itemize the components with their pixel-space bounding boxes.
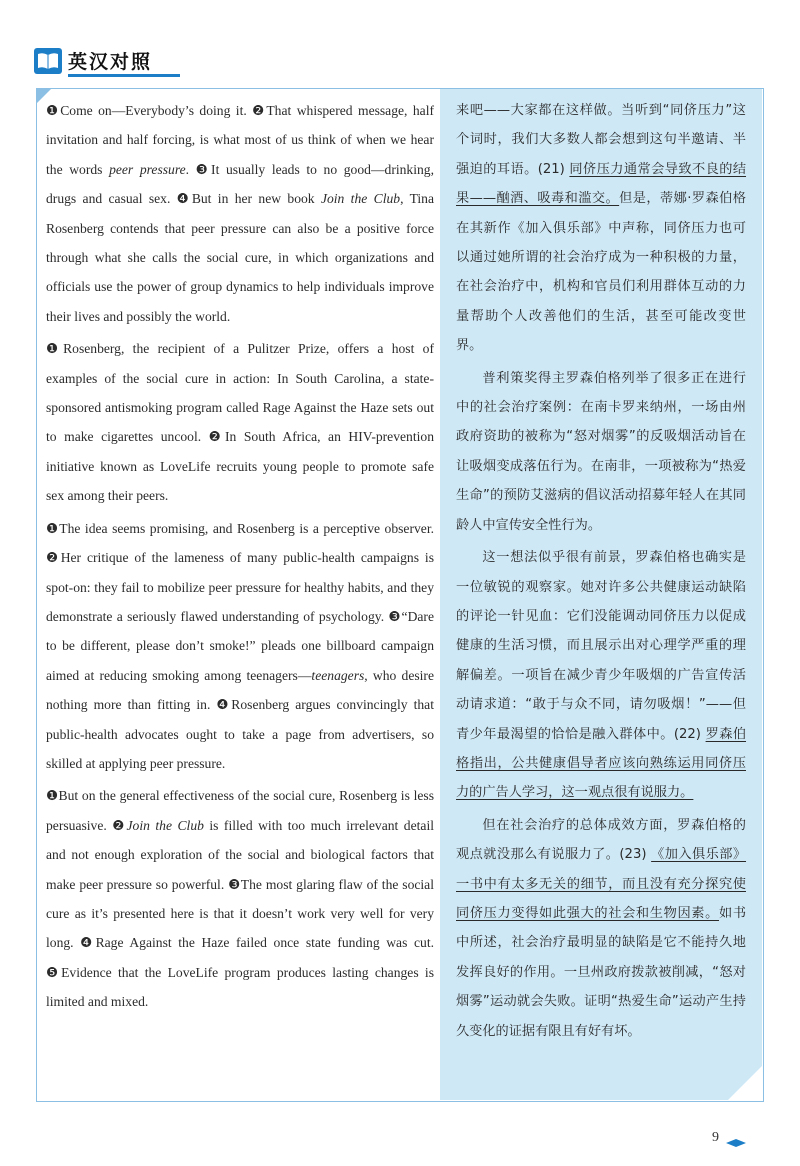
chinese-text-run: 如书中所述，社会治疗最明显的缺陷是它不能持久地发挥良好的作用。一旦州政府拨款被削减，“怒对烟雾”运动就会失败。证明“热爱生命”运动产生持久变化的证据有限且有好有坏。 [456, 905, 747, 1039]
english-paragraph-4: ❶But on the general effectiveness of the social cure, Rosenberg is less persuasive. ❷Join the Club is filled with too much irrelevant detail and not enough exploration of the social and biological factors that make peer pressure so powerful. ❸The most glaring flaw of the social cure as it’s presented here is that it doesn’t work very well for very long. ❹Rage Against the Haze failed once state funding was cut. ❺Evidence that the LoveLife program produces lasting changes is limited and mixed. [46, 788, 435, 1010]
page-number: 9 [712, 1130, 719, 1145]
english-paragraph-1: ❶Come on—Everybody’s doing it. ❷That whispered message, half invitation and half forcing, is what most of us think of when we hear the words peer pressure. ❸It usually leads to no good—drinking, drugs and casual sex. ❹But in her new book Join the Club, Tina Rosenberg contends that peer pressure can also be a positive force through what she calls the social cure, in which organizations and officials use the power of group dynamics to help individuals improve their lives and possibly the world. [46, 103, 435, 324]
section-header [30, 44, 800, 78]
chinese-text-run: 但是，蒂娜·罗森伯格在其新作《加入俱乐部》中声称，同侪压力也可以通过她所谓的社会治疗成为一种积极的力量，在社会治疗中，机构和官员们利用群体互动的力量帮助个人改善他们的生活，甚至可能改变世界。 [456, 191, 746, 354]
underlined-answer-23: 《加入俱乐部》一书中有太多无关的细节，而且没有充分探究使同侪压力变得如此强大的社会和生物因素。 [456, 847, 747, 921]
chinese-text [456, 96, 746, 1049]
chinese-text-run: 但在社会治疗的总体成效方面，罗森伯格的观点就没那么有说服力了。(23) [456, 817, 746, 863]
chinese-paragraph-2: 普利策奖得主罗森伯格列举了很多正在进行中的社会治疗案例：在南卡罗来纳州，一场由州政府资助的被称为“怒对烟雾”的反吸烟活动旨在让吸烟变成落伍行为。在南非，一项被称为“热爱生命”的预防艾滋病的倡议活动招募年轻人在其同龄人中宣传安全性行为。 [456, 370, 746, 533]
english-paragraph-2: ❶Rosenberg, the recipient of a Pulitzer Prize, offers a host of examples of the social cure in action: In South Carolina, a state-sponsored antismoking program called Rage Against the Haze sets out to make cigarettes uncool. ❷In South Africa, an HIV-prevention initiative known as LoveLife recruits young people to promote safe sex among their peers. [46, 341, 434, 504]
underlined-answer-22: 罗森伯格指出，公共健康倡导者应该向熟练运用同侪压力的广告人学习，这一观点很有说服力。 [456, 726, 747, 801]
open-book-icon [34, 48, 62, 74]
chinese-paragraph-1 [456, 96, 746, 361]
underlined-answer-21: 同侪压力通常会导致不良的结果——酗酒、吸毒和滥交。 [456, 161, 747, 207]
mortarboard-icon [726, 1134, 746, 1142]
english-text [46, 96, 434, 1020]
chinese-text-run: 这一想法似乎很有前景，罗森伯格也确实是一位敏锐的观察家。她对许多公共健康运动缺陷的评论一针见血：它们没能调动同侪压力以促成健康的生活习惯，而且展示出对心理学严重的理解偏差。一项旨在减少青少年吸烟的广告宣传活动请求道：“敢于与众不同，请勿吸烟！”——但青少年最渴望的恰恰是融入群体中。(22) [456, 550, 746, 742]
chinese-paragraph-3 [456, 543, 746, 808]
chinese-paragraph-4 [456, 811, 746, 1046]
english-paragraph-3: ❶The idea seems promising, and Rosenberg is a perceptive observer. ❷Her critique of the lameness of many public-health campaigns is spot-on: they fail to mobilize peer pressure for healthy habits, and they demonstrate a seriously flawed understanding of psychology. ❸“Dare to be different, please don’t smoke!” pleads one billboard campaign aimed at reducing smoking among teenagers—teenagers, who desire nothing more than fitting in. ❹Rosenberg argues convincingly that public-health advocates ought to take a page from advertisers, so skilled at applying peer pressure. [46, 520, 434, 771]
section-title: 英汉对照 [68, 51, 153, 73]
header-underline [68, 74, 180, 77]
chinese-text-run: 来吧——大家都在这样做。当听到“同侪压力”这个词时，我们大多数人都会想到这句半邀请、半强迫的耳语。(21) [456, 103, 746, 177]
